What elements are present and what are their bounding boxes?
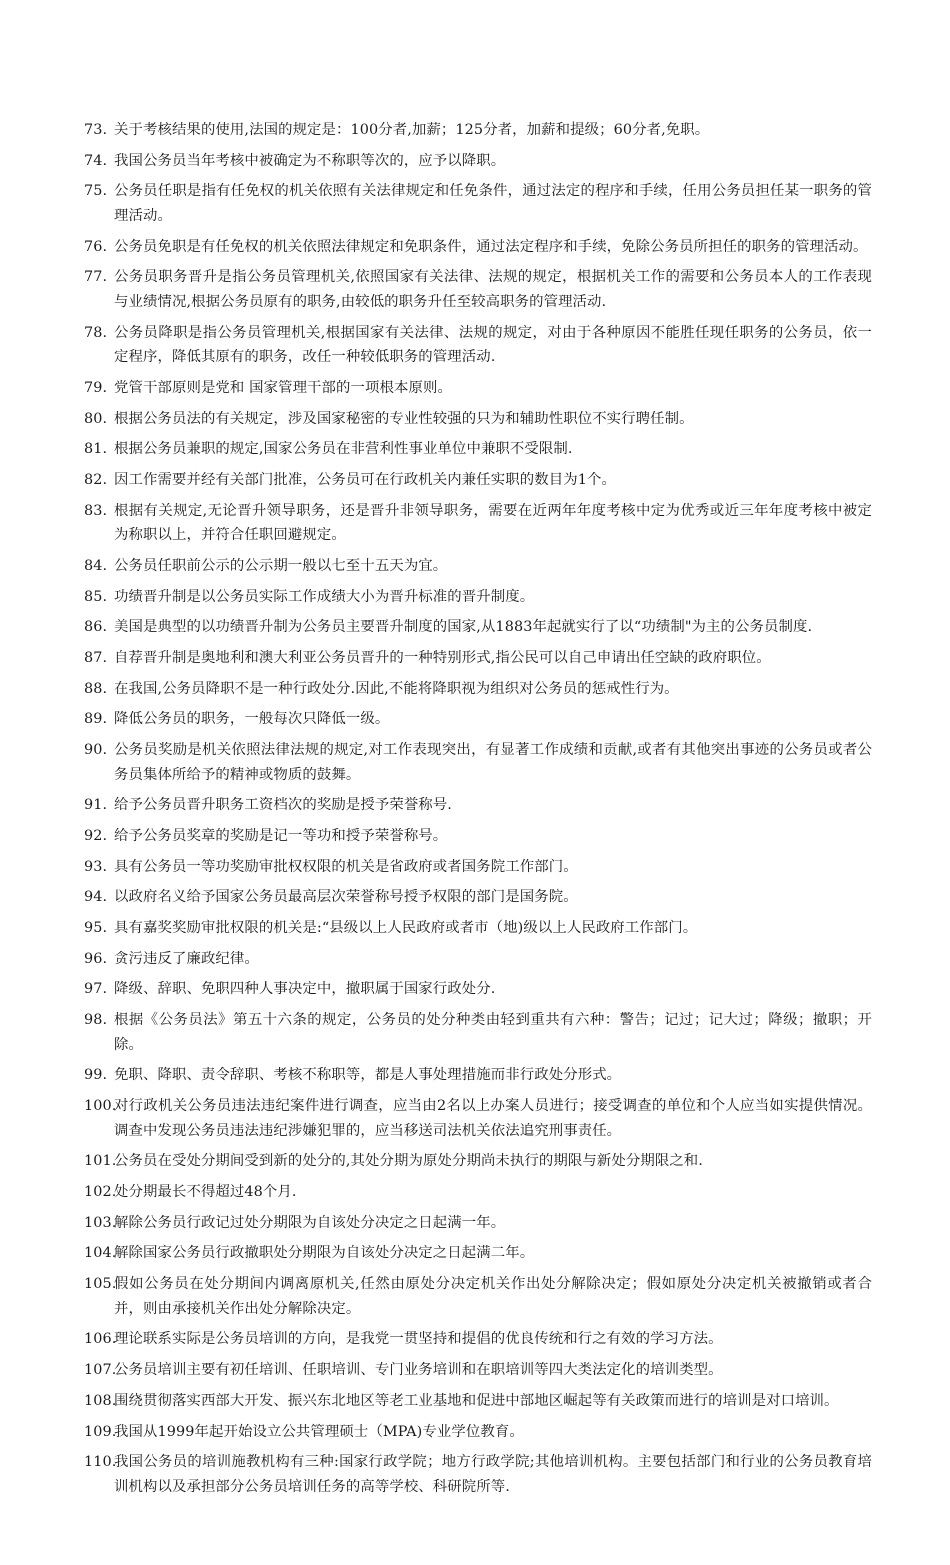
item-text: 给予公务员晋升职务工资档次的奖励是授予荣誉称号. [114,797,452,814]
item-number: 82. [84,471,108,488]
list-item [84,437,872,462]
list-item [84,235,872,260]
item-text: 公务员免职是有任免权的机关依照法律规定和免职条件，通过法定程序和手续，免除公务员所担任的职务的管理活动。 [114,238,868,255]
list-item [84,1063,872,1088]
item-text: 根据公务员兼职的规定,国家公务员在非营利性事业单位中兼职不受限制. [114,441,573,458]
list-item [84,407,872,432]
item-text: 处分期最长不得超过48个月. [114,1184,297,1201]
item-text: 公务员培训主要有初任培训、任职培训、专门业务培训和在职培训等四大类法定化的培训类型。 [114,1362,723,1379]
item-text: 根据《公务员法》第五十六条的规定，公务员的处分种类由轻到重共有六种：警告；记过；记大过；降级；撤职；开除。 [114,1012,872,1053]
item-number: 97. [84,981,108,998]
list-item [84,855,872,880]
item-number: 81. [84,441,108,458]
list-item [84,1008,872,1057]
list-item [84,738,872,787]
list-item [84,824,872,849]
item-text: 给予公务员奖章的奖励是记一等功和授予荣誉称号。 [114,828,448,845]
item-text: 根据有关规定,无论晋升领导职务，还是晋升非领导职务，需要在近两年年度考核中定为优秀或近三年年度考核中被定为称职以上，并符合任职回避规定。 [114,502,872,544]
list-item [84,1450,872,1499]
item-number: 90. [84,742,108,759]
list-item [84,554,872,579]
list-item [84,677,872,702]
item-number: 92. [84,828,108,845]
item-text: 公务员在受处分期间受到新的处分的,其处分期为原处分期尚未执行的期限与新处分期限之和. [114,1153,703,1170]
item-text: 假如公务员在处分期间内调离原机关,任然由原处分决定机关作出处分解除决定；假如原处分决定机关被撤销或者合并，则由承接机关作出处分解除决定。 [114,1276,872,1317]
item-number: 74. [84,152,108,169]
list-item [84,1241,872,1266]
list-item [84,1149,872,1174]
item-number: 89. [84,711,108,728]
list-item [84,468,872,493]
item-text: 降低公务员的职务，一般每次只降低一级。 [114,711,390,728]
item-number: 84. [84,557,108,574]
item-text: 免职、降职、责令辞职、考核不称职等，都是人事处理措施而非行政处分形式。 [114,1067,622,1084]
list-item [84,585,872,610]
item-number: 110. [84,1454,117,1471]
item-text: 围绕贯彻落实西部大开发、振兴东北地区等老工业基地和促进中部地区崛起等有关政策而进行的培训是对口培训。 [114,1392,839,1409]
item-number: 93. [84,858,108,875]
list-item [84,1094,872,1143]
item-number: 99. [84,1067,108,1084]
item-number: 102. [84,1184,117,1201]
item-number: 104. [84,1245,117,1262]
item-number: 73. [84,122,108,138]
item-number: 88. [84,680,108,697]
list-item [84,1389,872,1414]
item-number: 109. [84,1423,117,1440]
item-number: 107. [84,1362,117,1379]
list-item [84,646,872,671]
item-number: 105. [84,1276,117,1293]
list-item [84,707,872,732]
item-text: 贪污违反了廉政纪律。 [114,950,259,967]
item-text: 公务员降职是指公务员管理机关,根据国家有关法律、法规的规定，对由于各种原因不能胜任现任职务的公务员，依一定程序，降低其原有的职务，改任一种较低职务的管理活动. [114,324,872,366]
list-item [84,1358,872,1383]
item-text: 我国从1999年起开始设立公共管理硕士（MPA)专业学位教育。 [114,1423,524,1440]
item-number: 75. [84,183,108,200]
item-text: 对行政机关公务员违法违纪案件进行调查，应当由2名以上办案人员进行；接受调查的单位和个人应当如实提供情况。 调查中发现公务员违法违纪涉嫌犯罪的，应当移送司法机关依法追究刑事责任。 [114,1098,872,1139]
item-text: 我国公务员当年考核中被确定为不称职等次的，应予以降职。 [114,152,506,169]
item-number: 80. [84,410,108,427]
list-item [84,179,872,228]
item-text: 功绩晋升制是以公务员实际工作成绩大小为晋升标准的晋升制度。 [114,588,535,605]
item-number: 108. [84,1392,117,1409]
numbered-statement-list [84,118,872,1499]
item-number: 79. [84,379,108,396]
item-text: 降级、辞职、免职四种人事决定中，撤职属于国家行政处分. [114,981,496,998]
list-item [84,947,872,972]
item-number: 100. [84,1098,117,1115]
item-text: 在我国,公务员降职不是一种行政处分.因此,不能将降职视为组织对公务员的惩戒性行为。 [114,680,679,697]
item-number: 96. [84,950,108,967]
list-item [84,1180,872,1205]
item-text: 公务员任职是指有任免权的机关依照有关法律规定和任免条件，通过法定的程序和手续，任用公务员担任某一职务的管理活动。 [114,183,872,224]
item-number: 87. [84,650,108,666]
item-text: 具有嘉奖奖励审批权限的机关是:“县级以上人民政府或者市（地)级以上人民政府工作部门。 [114,920,698,937]
list-item [84,977,872,1002]
list-item [84,118,872,143]
list-item [84,321,872,370]
list-item [84,885,872,910]
item-text: 解除国家公务员行政撤职处分期限为自该处分决定之日起满二年。 [114,1245,535,1262]
list-item [84,793,872,818]
list-item [84,149,872,174]
item-number: 77. [84,269,108,286]
item-text: 具有公务员一等功奖励审批权权限的机关是省政府或者国务院工作部门。 [114,858,578,875]
item-text: 解除公务员行政记过处分期限为自该处分决定之日起满一年。 [114,1214,506,1231]
list-item [84,1211,872,1236]
item-number: 101. [84,1153,117,1170]
item-number: 86. [84,619,108,636]
item-text: 公务员职务晋升是指公务员管理机关,依照国家有关法律、法规的规定，根据机关工作的需要和公务员本人的工作表现与业绩情况,根据公务员原有的职务,由较低的职务升任至较高职务的管理活动. [114,269,872,310]
item-number: 76. [84,238,108,255]
item-text: 因工作需要并经有关部门批准，公务员可在行政机关内兼任实职的数目为1个。 [114,471,616,488]
item-text: 自荐晋升制是奥地利和澳大利亚公务员晋升的一种特别形式,指公民可以自己申请出任空缺的政府职位。 [114,650,771,666]
item-number: 78. [84,324,108,341]
item-text: 美国是典型的以功绩晋升制为公务员主要晋升制度的国家,从1883年起就实行了以“功绩制"为主的公务员制度. [114,619,813,636]
list-item [84,499,872,548]
item-number: 94. [84,889,108,906]
item-text: 以政府名义给予国家公务员最高层次荣誉称号授予权限的部门是国务院。 [114,889,578,906]
list-item [84,1272,872,1321]
item-number: 83. [84,502,108,519]
item-number: 98. [84,1012,108,1029]
item-text: 公务员奖励是机关依照法律法规的规定,对工作表现突出，有显著工作成绩和贡献,或者有其他突出事迹的公务员或者公务员集体所给予的精神或物质的鼓舞。 [114,742,872,783]
item-number: 85. [84,588,108,605]
list-item [84,1327,872,1352]
item-text: 根据公务员法的有关规定，涉及国家秘密的专业性较强的只为和辅助性职位不实行聘任制。 [114,410,694,427]
item-number: 95. [84,920,108,937]
item-number: 91. [84,797,108,814]
item-text: 关于考核结果的使用,法国的规定是：100分者,加薪；125分者，加薪和提级；60分者,免职。 [114,122,710,138]
list-item [84,1420,872,1445]
item-text: 公务员任职前公示的公示期一般以七至十五天为宜。 [114,557,448,574]
list-item [84,615,872,640]
list-item [84,916,872,941]
list-item [84,376,872,401]
item-number: 103. [84,1214,117,1231]
item-text: 理论联系实际是公务员培训的方向，是我党一贯坚持和提倡的优良传统和行之有效的学习方法。 [114,1331,723,1348]
item-text: 我国公务员的培训施教机构有三种:国家行政学院；地方行政学院;其他培训机构。主要包括部门和行业的公务员教育培训机构以及承担部分公务员培训任务的高等学校、科研院所等. [114,1454,872,1495]
list-item [84,265,872,314]
item-text: 党管干部原则是党和 国家管理干部的一项根本原则。 [114,379,452,396]
item-number: 106. [84,1331,117,1348]
